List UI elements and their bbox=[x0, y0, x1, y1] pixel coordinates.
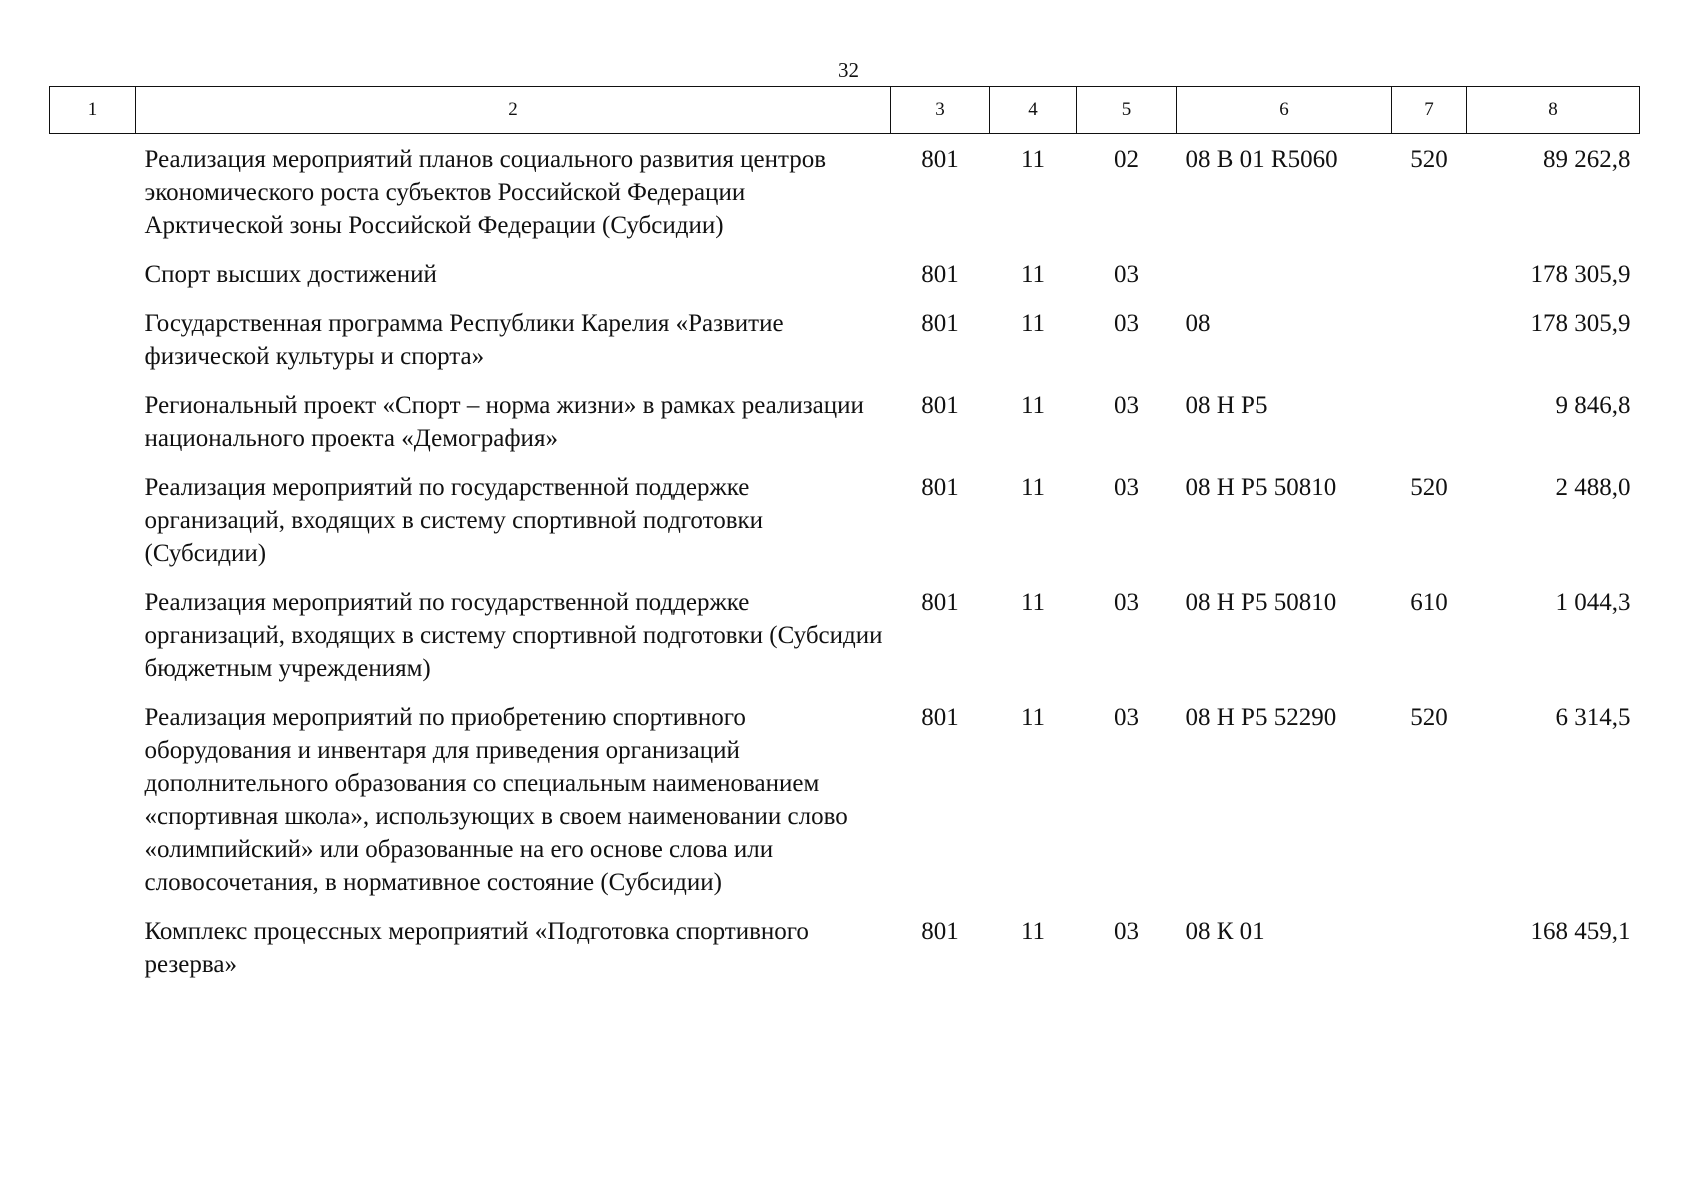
amount: 1 044,3 bbox=[1555, 589, 1631, 616]
amount: 6 314,5 bbox=[1555, 704, 1631, 731]
amount: 178 305,9 bbox=[1530, 261, 1631, 288]
header-col-1: 1 bbox=[50, 87, 136, 134]
expense-type-code: 520 bbox=[1410, 704, 1448, 731]
expense-type-code: 520 bbox=[1410, 474, 1448, 501]
expense-name: Реализация мероприятий по государственной поддержке организаций, входящих в систему спортивной подготовки (Субсидии) bbox=[144, 474, 764, 567]
header-col-6: 6 bbox=[1177, 87, 1392, 134]
budget-table bbox=[49, 86, 1640, 997]
page-number: 32 bbox=[838, 58, 859, 82]
target-code: 08 bbox=[1185, 310, 1211, 337]
subsection-code: 03 bbox=[1114, 704, 1139, 731]
section-code: 11 bbox=[1020, 704, 1046, 731]
subsection-code: 03 bbox=[1114, 918, 1139, 945]
expense-name: Спорт высших достижений bbox=[144, 261, 437, 288]
table-row bbox=[50, 134, 1640, 259]
expense-name: Региональный проект «Спорт – норма жизни» в рамках реализации национального проекта «Демография» bbox=[144, 392, 864, 452]
ministry-code: 801 bbox=[921, 146, 959, 173]
expense-type-code bbox=[1392, 915, 1467, 997]
row-index-cell bbox=[50, 586, 136, 701]
target-code bbox=[1177, 258, 1392, 307]
section-code: 11 bbox=[1020, 918, 1046, 945]
section-code: 11 bbox=[1020, 474, 1046, 501]
table-body bbox=[50, 134, 1640, 998]
row-index-cell bbox=[50, 307, 136, 389]
amount: 9 846,8 bbox=[1555, 392, 1631, 419]
section-code: 11 bbox=[1020, 310, 1046, 337]
table-row bbox=[50, 586, 1640, 701]
section-code: 11 bbox=[1020, 261, 1046, 288]
target-code: 08 В 01 R5060 bbox=[1185, 146, 1338, 173]
table-row bbox=[50, 389, 1640, 471]
expense-name: Реализация мероприятий планов социального развития центров экономического роста субъектов Российской Федерации Арктической зоны Российской Федерации (Субсидии) bbox=[144, 146, 827, 239]
table-row bbox=[50, 307, 1640, 389]
subsection-code: 02 bbox=[1114, 146, 1139, 173]
subsection-code: 03 bbox=[1114, 474, 1139, 501]
subsection-code: 03 bbox=[1114, 261, 1139, 288]
expense-type-code: 520 bbox=[1410, 146, 1448, 173]
expense-type-code bbox=[1392, 258, 1467, 307]
row-index-cell bbox=[50, 701, 136, 915]
section-code: 11 bbox=[1020, 392, 1046, 419]
table-row bbox=[50, 915, 1640, 997]
expense-type-code bbox=[1392, 307, 1467, 389]
header-col-2: 2 bbox=[136, 87, 891, 134]
target-code: 08 Н Р5 bbox=[1185, 392, 1268, 419]
ministry-code: 801 bbox=[921, 704, 959, 731]
table-row bbox=[50, 471, 1640, 586]
expense-name: Комплекс процессных мероприятий «Подготовка спортивного резерва» bbox=[144, 918, 809, 978]
ministry-code: 801 bbox=[921, 392, 959, 419]
header-col-8: 8 bbox=[1467, 87, 1640, 134]
header-col-7: 7 bbox=[1392, 87, 1467, 134]
ministry-code: 801 bbox=[921, 474, 959, 501]
header-col-4: 4 bbox=[990, 87, 1077, 134]
amount: 168 459,1 bbox=[1530, 918, 1631, 945]
table-row bbox=[50, 701, 1640, 915]
expense-type-code: 610 bbox=[1410, 589, 1448, 616]
section-code: 11 bbox=[1020, 589, 1046, 616]
amount: 2 488,0 bbox=[1555, 474, 1631, 501]
target-code: 08 К 01 bbox=[1185, 918, 1265, 945]
expense-type-code bbox=[1392, 389, 1467, 471]
target-code: 08 Н Р5 52290 bbox=[1185, 704, 1337, 731]
amount: 89 262,8 bbox=[1543, 146, 1631, 173]
amount: 178 305,9 bbox=[1530, 310, 1631, 337]
ministry-code: 801 bbox=[921, 310, 959, 337]
target-code: 08 Н Р5 50810 bbox=[1185, 589, 1337, 616]
table-row bbox=[50, 258, 1640, 307]
expense-name: Реализация мероприятий по приобретению спортивного оборудования и инвентаря для приведения организаций дополнительного образования со специальным наименованием «спортивная школа», использующих в своем наименовании слово «олимпийский» или образованные на его основе слова или словосочетания, в нормативное состояние (Субсидии) bbox=[144, 704, 848, 896]
target-code: 08 Н Р5 50810 bbox=[1185, 474, 1337, 501]
ministry-code: 801 bbox=[921, 261, 959, 288]
section-code: 11 bbox=[1020, 146, 1046, 173]
expense-name: Государственная программа Республики Карелия «Развитие физической культуры и спорта» bbox=[144, 310, 784, 370]
expense-name: Реализация мероприятий по государственной поддержке организаций, входящих в систему спортивной подготовки (Субсидии бюджетным учреждениям) bbox=[144, 589, 883, 682]
subsection-code: 03 bbox=[1114, 589, 1139, 616]
row-index-cell bbox=[50, 389, 136, 471]
row-index-cell bbox=[50, 258, 136, 307]
table-header bbox=[50, 87, 1640, 134]
row-index-cell bbox=[50, 471, 136, 586]
row-index-cell bbox=[50, 915, 136, 997]
header-col-3: 3 bbox=[891, 87, 990, 134]
ministry-code: 801 bbox=[921, 918, 959, 945]
ministry-code: 801 bbox=[921, 589, 959, 616]
row-index-cell bbox=[50, 134, 136, 259]
header-row bbox=[50, 87, 1640, 134]
subsection-code: 03 bbox=[1114, 310, 1139, 337]
header-col-5: 5 bbox=[1077, 87, 1177, 134]
subsection-code: 03 bbox=[1114, 392, 1139, 419]
